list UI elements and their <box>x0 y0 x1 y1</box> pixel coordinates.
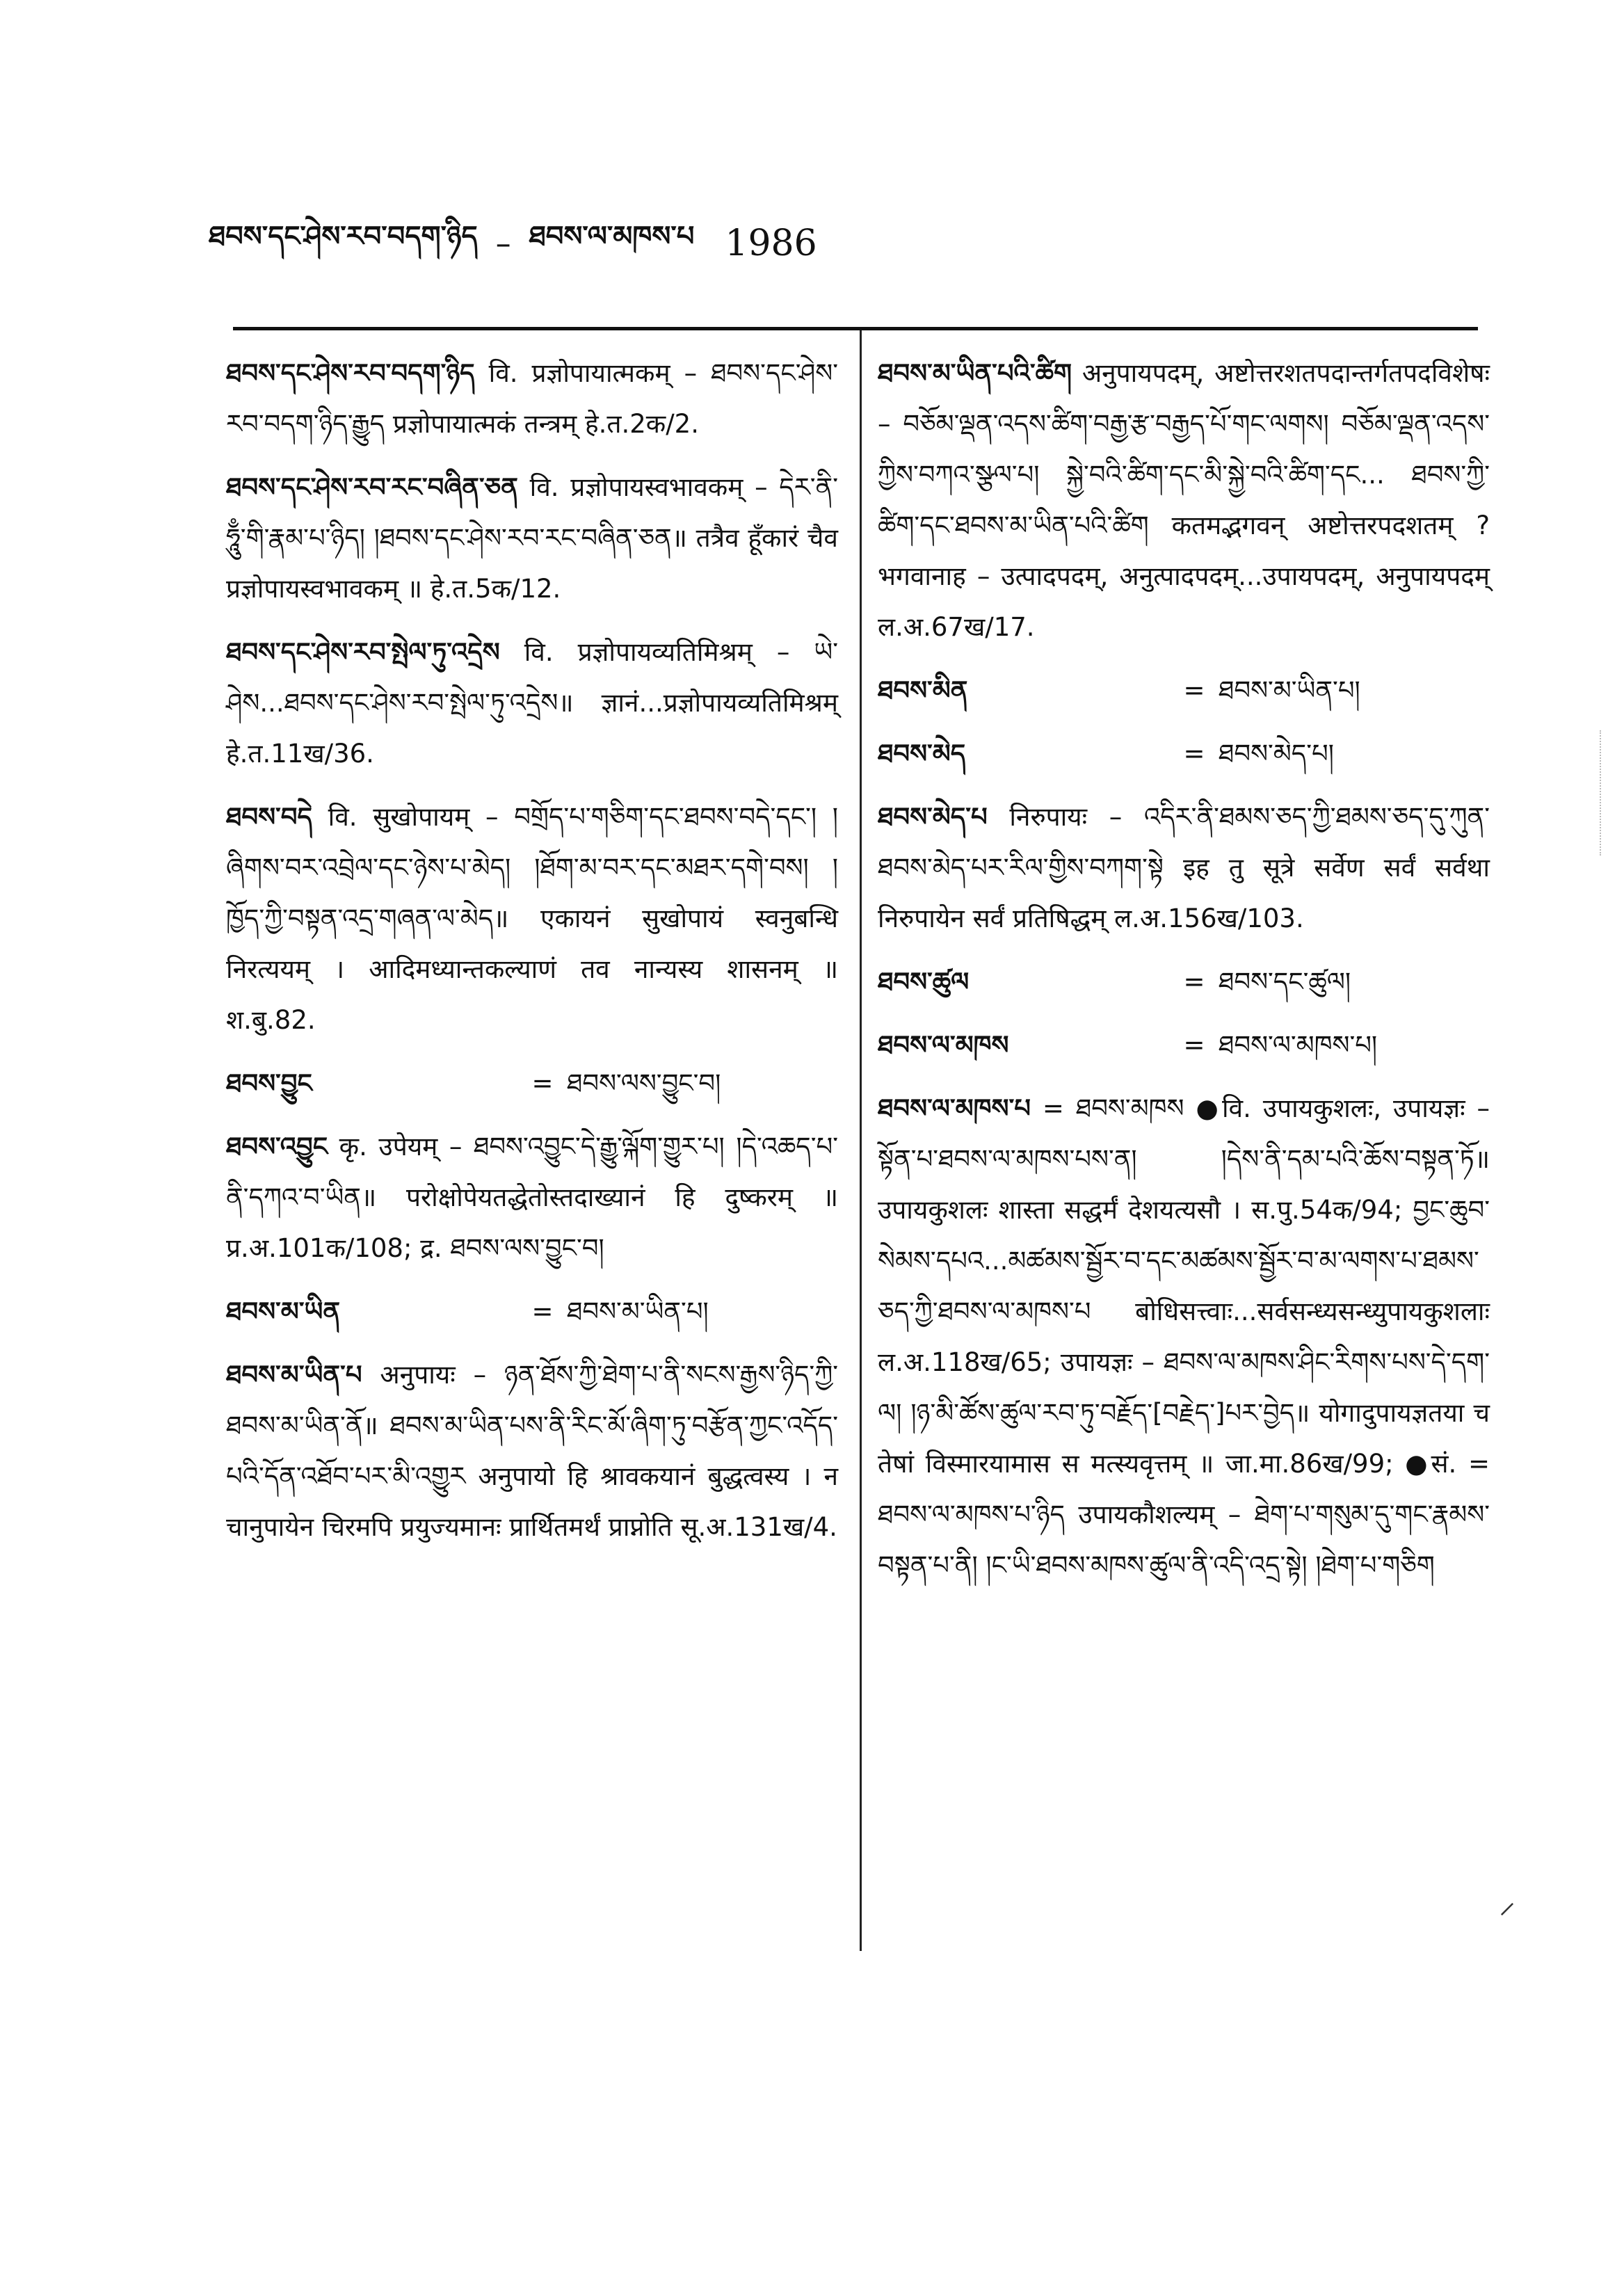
cross-reference-entry <box>878 665 1490 716</box>
entry-headword: ཐབས་བདེ <box>226 802 312 832</box>
cross-reference-target: ཐབས་དང་ཚུལ། <box>1219 967 1351 997</box>
cross-reference-entry <box>226 1286 838 1337</box>
dictionary-entry <box>226 1349 838 1552</box>
entry-headword: ཐབས་ལ་མཁས་པ <box>878 1093 1031 1123</box>
cross-reference-entry <box>226 1058 838 1109</box>
entry-body: वि. प्रज्ञोपायव्यतिमिश्रम् – ཡེ་ཤེས...ཐབས་དང་ཤེས་རབ་སྤེལ་ཏུ་འདྲེས॥ ज्ञानं...प्रज्ञोपायव्यतिमिश्रम् हे.त.11ख/36. <box>226 637 838 769</box>
entry-body: अनुपायपदम्, अष्टोत्तरशतपदान्तर्गतपदविशेषः – བཅོམ་ལྡན་འདས་ཚིག་བརྒྱ་རྩ་བརྒྱད་པོ་གང་ལགས། བཅོམ་ལྡན་འདས་ཀྱིས་བཀའ་སྩལ་པ། སྐྱེ་བའི་ཚིག་དང་མི་སྐྱེ་བའི་ཚིག་དང... ཐབས་ཀྱི་ཚིག་དང་ཐབས་མ་ཡིན་པའི་ཚིག कतमद्भगवन् अष्टोत्तरपदशतम् ? भगवानाह – उत्पादपदम्, अनुत्पादपदम्...उपायपदम्, अनुपायपदम् ल.अ.67ख/17. <box>878 358 1490 642</box>
dictionary-entry <box>226 462 838 614</box>
entry-headword: ཐབས་ལ་མཁས <box>878 1030 1009 1060</box>
equals-sign: = <box>531 1068 554 1098</box>
entry-headword: ཐབས་མ་ཡིན་པ <box>226 1360 362 1390</box>
entry-body: = ཐབས་མཁས ●वि. उपायकुशलः, उपायज्ञः – སྟོན་པ་ཐབས་ལ་མཁས་པས་ན། །དེས་ནི་དམ་པའི་ཆོས་བསྟན་ཏོ॥ उपायकुशलः शास्ता सद्धर्मं देशयत्यसौ । स.पु.54क/94; བྱང་ཆུབ་སེམས་དཔའ...མཚམས་སྦྱོར་བ་དང་མཚམས་སྦྱོར་བ་མ་ལགས་པ་ཐམས་ཅད་ཀྱི་ཐབས་ལ་མཁས་པ बोधिसत्त्वाः...सर्वसन्ध्यसन्ध्युपायकुशलाः ल.अ.118ख/65; उपायज्ञः – ཐབས་ལ་མཁས་ཤིང་རིགས་པས་དེ་དག་ལ། །ཉ་མི་ཚོས་ཚུལ་རབ་ཏུ་བརྗོད་[བརྗེད་]པར་བྱེད॥ योगादुपायज्ञतया च तेषां विस्मारयामास स मत्स्यवृत्तम् ॥ जा.मा.86ख/99; ●सं. = ཐབས་ལ་མཁས་པ་ཉིད उपायकौशल्यम् – ཐེག་པ་གསུམ་དུ་གང་རྣམས་བསྟན་པ་ནི། །ང་ཡི་ཐབས་མཁས་ཚུལ་ནི་འདི་འདྲ་སྟེ། །ཐེག་པ་གཅིག <box>878 1093 1490 1580</box>
entry-headword: ཐབས་མ་ཡིན <box>226 1296 341 1326</box>
cross-reference-target: ཐབས་ལ་མཁས་པ། <box>1219 1030 1378 1060</box>
header-dash: – <box>495 225 511 262</box>
cross-reference-entry <box>878 728 1490 779</box>
cross-reference-target: ཐབས་མེད་པ། <box>1219 739 1334 769</box>
page-number: 1986 <box>725 223 817 264</box>
equals-sign: = <box>1183 675 1205 705</box>
cross-reference-entry <box>878 1020 1490 1070</box>
equals-sign: = <box>1183 739 1205 769</box>
equals-sign: = <box>531 1296 554 1326</box>
dictionary-entry <box>226 627 838 779</box>
entry-body: वि. प्रज्ञोपायस्वभावकम् – དེར་ནི་ཧཱུྃ་གི་རྣམ་པ་ཉིད། །ཐབས་དང་ཤེས་རབ་རང་བཞིན་ཅན॥ तत्रैव हूँकारं चैव प्रज्ञोपायस्वभावकम् ॥ हे.त.5क/12. <box>226 472 838 604</box>
entry-headword: ཐབས་མེད་པ <box>878 802 988 832</box>
entry-headword: ཐབས་དང་ཤེས་རབ་བདག་ཉིད <box>226 358 475 388</box>
page-edge-marks <box>1600 730 1605 856</box>
header-last-headword: ཐབས་ལ་མཁས་པ <box>529 220 695 252</box>
left-column <box>226 348 838 1565</box>
cross-reference-target: ཐབས་ལས་བྱུང་བ། <box>567 1068 721 1098</box>
entry-headword: ཐབས་ཚུལ <box>878 967 970 997</box>
entry-body: वि. प्रज्ञोपायात्मकम् – ཐབས་དང་ཤེས་རབ་བདག་ཉིད་རྒྱུད प्रज्ञोपायात्मकं तन्त्रम् हे.त.2क/2. <box>226 358 839 439</box>
entry-headword: ཐབས་འབྱུང <box>226 1132 328 1162</box>
column-divider <box>860 330 862 1951</box>
entry-body: अनुपायः – ཉན་ཐོས་ཀྱི་ཐེག་པ་ནི་སངས་རྒྱས་ཉིད་ཀྱི་ཐབས་མ་ཡིན་ནོ॥ ཐབས་མ་ཡིན་པས་ནི་རིང་མོ་ཞིག་ཏུ་བརྩོན་ཀྱང་འདོད་པའི་དོན་འཐོབ་པར་མི་འགྱུར अनुपायो हि श्रावकयानं बुद्धत्वस्य । न चानुपायेन चिरमपि प्रयुज्यमानः प्रार्थितमर्थं प्राप्नोति सू.अ.131ख/4. <box>226 1360 839 1542</box>
cross-reference-target: ཐབས་མ་ཡིན་པ། <box>567 1296 709 1326</box>
margin-mark: ⸝ <box>1499 1882 1516 1921</box>
equals-sign: = <box>1183 967 1205 997</box>
dictionary-entry <box>226 1121 838 1274</box>
header-first-headword: ཐབས་དང་ཤེས་རབ་བདག་ཉིད <box>209 220 478 252</box>
entry-headword: ཐབས་མེད <box>878 739 966 769</box>
entry-body: निरुपायः – འདིར་ནི་ཐམས་ཅད་ཀྱི་ཐམས་ཅད་དུ་ཀུན་ཐབས་མེད་པར་རིལ་གྱིས་བཀག་སྟེ इह तु सूत्रे सर्वेण सर्वं सर्वथा निरुपायेन सर्वं प्रतिषिद्धम् ल.अ.156ख/103. <box>878 802 1490 933</box>
entry-headword: ཐབས་དང་ཤེས་རབ་རང་བཞིན་ཅན <box>226 472 518 502</box>
running-header <box>209 216 904 271</box>
dictionary-entry <box>226 792 838 1045</box>
entry-headword: ཐབས་མིན <box>878 675 968 705</box>
right-column <box>878 348 1490 1603</box>
dictionary-entry <box>226 348 838 449</box>
entry-headword: ཐབས་བྱུང <box>226 1068 312 1098</box>
cross-reference-target: ཐབས་མ་ཡིན་པ། <box>1219 675 1360 705</box>
equals-sign: = <box>1183 1030 1205 1060</box>
dictionary-entry <box>878 1083 1490 1591</box>
entry-headword: ཐབས་མ་ཡིན་པའི་ཚིག <box>878 358 1072 388</box>
entry-headword: ཐབས་དང་ཤེས་རབ་སྤེལ་ཏུ་འདྲེས <box>226 637 500 667</box>
header-rule <box>233 327 1478 330</box>
dictionary-entry <box>878 792 1490 944</box>
entry-body: वि. सुखोपायम् – བགྲོད་པ་གཅིག་དང་ཐབས་བདེ་དང་། །ཞིགས་བར་འབྲེལ་དང་ཉེས་པ་མེད། །ཐོག་མ་བར་དང་མཐར་དགེ་བས། །ཁྱོད་ཀྱི་བསྟན་འདྲ་གཞན་ལ་མེད॥ एकायनं सुखोपायं स्वनुबन्धि निरत्ययम् । आदिमध्यान्तकल्याणं तव नान्यस्य शासनम् ॥ श.बु.82. <box>226 802 838 1035</box>
entry-body: कृ. उपेयम् – ཐབས་འབྱུང་དེ་རྒྱུ་ལྐོག་གྱུར་པ། །དེ་འཆད་པ་ནི་དཀའ་བ་ཡིན॥ परोक्षोपेयतद्धेतोस्तदाख्यानं हि दुष्करम् ॥ प्र.अ.101क/108; द्र. ཐབས་ལས་བྱུང་བ། <box>226 1132 838 1263</box>
cross-reference-entry <box>878 956 1490 1007</box>
dictionary-entry <box>878 348 1490 652</box>
